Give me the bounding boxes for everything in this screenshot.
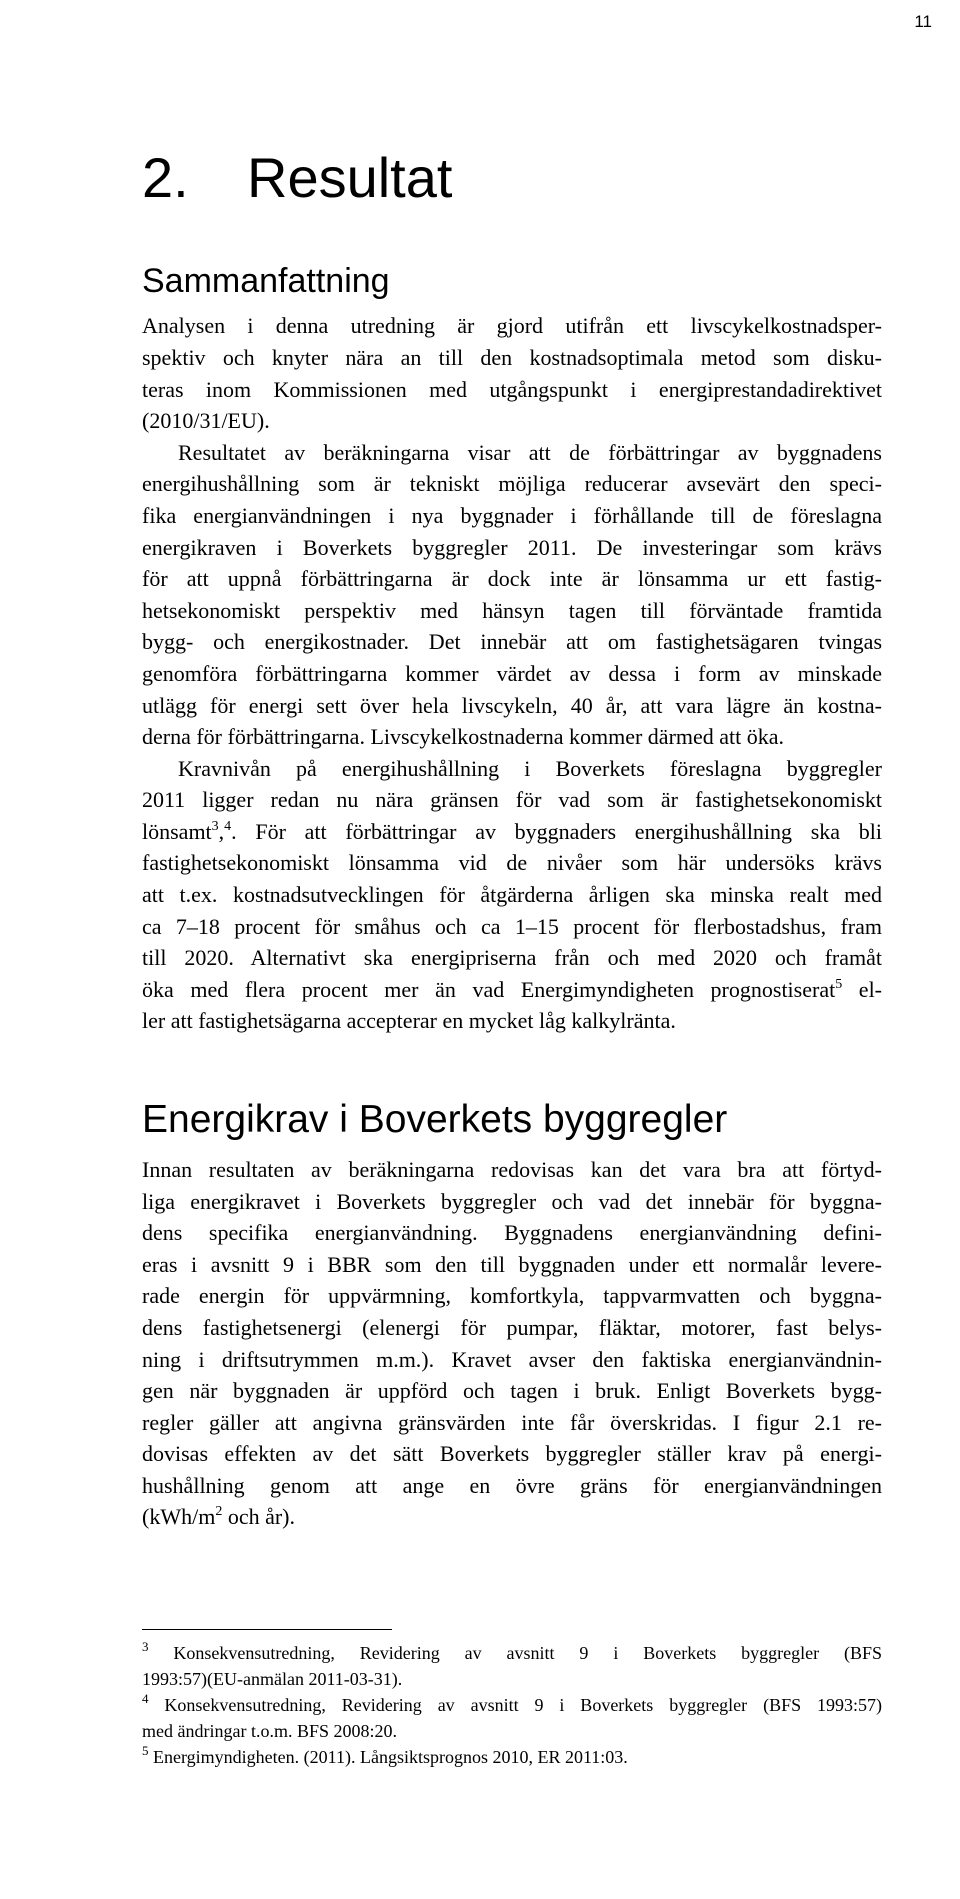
chapter-title-text: Resultat: [247, 146, 453, 209]
text-line: spektiv och knyter nära an till den kostnadsoptimala metod som disku-: [142, 344, 882, 370]
text-line: att t.ex. kostnadsutvecklingen för åtgärderna årligen ska minska realt med: [142, 882, 882, 908]
text-line: [142, 816, 882, 848]
text-line: liga energikravet i Boverkets byggregler och vad det innebär för byggna-: [142, 1188, 882, 1214]
text-line: eras i avsnitt 9 i BBR som den till byggnaden under ett normalår levere-: [142, 1251, 882, 1277]
paragraph-analysis: [142, 310, 882, 436]
footnote-number: 3: [142, 1639, 149, 1655]
text-line: Innan resultaten av beräkningarna redovisas kan det vara bra att förtyd-: [142, 1156, 882, 1182]
paragraph-energy-requirement: [142, 1154, 882, 1533]
footnote-line: [142, 1692, 882, 1718]
footnote-line: med ändringar t.o.m. BFS 2008:20.: [142, 1721, 397, 1742]
footnote-number: 4: [142, 1691, 149, 1707]
chapter-title: [142, 146, 882, 209]
footnote-4: [142, 1692, 882, 1744]
footnote-3: [142, 1640, 882, 1692]
text-line: rade energin för uppvärmning, komfortkyla, tappvarmvatten och byggna-: [142, 1283, 882, 1309]
text-line: till 2020. Alternativt ska energipriserna från och med 2020 och framåt: [142, 945, 882, 971]
footnote-text: Energimyndigheten. (2011). Långsiktsprognos 2010, ER 2011:03.: [153, 1747, 628, 1768]
text-line: dens specifika energianvändning. Byggnadens energianvändning defini-: [142, 1220, 882, 1246]
superscript: 2: [215, 1504, 223, 1520]
text-line: fika energianvändningen i nya byggnader i förhållande till de föreslagna: [142, 502, 882, 528]
text-line: hushållning genom att ange en övre gräns för energianvändningen: [142, 1472, 882, 1498]
paragraph-results: [142, 437, 882, 753]
text-line: (2010/31/EU).: [142, 408, 270, 434]
text-fragment: . För att förbättringar av byggnaders energihushållning ska bli: [231, 818, 882, 844]
section-title-sammanfattning: Sammanfattning: [142, 262, 390, 300]
text-line: Kravnivån på energihushållning i Boverkets föreslagna byggregler: [178, 755, 882, 781]
text-line: [142, 974, 882, 1006]
footnote-text: Konsekvensutredning, Revidering av avsnitt 9 i Boverkets byggregler (BFS 1993:57): [164, 1695, 883, 1716]
section-title-energikrav: Energikrav i Boverkets byggregler: [142, 1098, 728, 1142]
text-line: ca 7–18 procent för småhus och ca 1–15 procent för flerbostadshus, fram: [142, 913, 882, 939]
text-line: hetsekonomiskt perspektiv med hänsyn tagen till förväntade framtida: [142, 597, 882, 623]
footnote-line: 1993:57)(EU-anmälan 2011-03-31).: [142, 1669, 403, 1690]
text-line: regler gäller att angivna gränsvärden inte får överskridas. I figur 2.1 re-: [142, 1409, 882, 1435]
footnote-ref-3: 3: [211, 818, 219, 834]
page-number: 11: [914, 12, 932, 31]
text-line: gen när byggnaden är uppförd och tagen i bruk. Enligt Boverkets bygg-: [142, 1378, 882, 1404]
text-line: derna för förbättringarna. Livscykelkostnaderna kommer därmed att öka.: [142, 724, 785, 750]
text-fragment: och år).: [222, 1504, 296, 1530]
text-fragment: öka med flera procent mer än vad Energimyndigheten prognostiserat: [142, 976, 836, 1002]
text-line: teras inom Kommissionen med utgångspunkt i energiprestandadirektivet: [142, 376, 882, 402]
text-fragment: el-: [842, 976, 883, 1002]
text-line: dens fastighetsenergi (elenergi för pumpar, fläktar, motorer, fast belys-: [142, 1314, 882, 1340]
text-fragment: ,: [218, 818, 225, 844]
text-line: fastighetsekonomiskt lönsamma vid de nivåer som här undersöks krävs: [142, 850, 882, 876]
text-line: för att uppnå förbättringarna är dock inte är lönsamma ur ett fastig-: [142, 566, 882, 592]
footnote-line: [142, 1640, 882, 1666]
footnote-line: [142, 1744, 882, 1770]
text-fragment: lönsamt: [142, 818, 212, 844]
text-fragment: (kWh/m: [142, 1504, 216, 1530]
text-line: utlägg för energi sett över hela livscykeln, 40 år, att vara lägre än kostna-: [142, 692, 882, 718]
footnote-number: 5: [142, 1743, 149, 1759]
text-line: genomföra förbättringarna kommer värdet av dessa i form av minskade: [142, 660, 882, 686]
text-line: Analysen i denna utredning är gjord utifrån ett livscykelkostnadsper-: [142, 313, 882, 339]
text-line: 2011 ligger redan nu nära gränsen för vad som är fastighetsekonomiskt: [142, 787, 882, 813]
footnote-text: Konsekvensutredning, Revidering av avsnitt 9 i Boverkets byggregler (BFS: [173, 1643, 883, 1664]
text-line: Resultatet av beräkningarna visar att de förbättringar av byggnadens: [178, 439, 882, 465]
footnote-ref-4: 4: [224, 818, 232, 834]
paragraph-requirement-level: [142, 753, 882, 1037]
document-content: [142, 146, 883, 1770]
text-line: ning i driftsutrymmen m.m.). Kravet avser den faktiska energianvändnin-: [142, 1346, 882, 1372]
text-line: ler att fastighetsägarna accepterar en mycket låg kalkylränta.: [142, 1008, 676, 1034]
text-line: dovisas effekten av det sätt Boverkets byggregler ställer krav på energi-: [142, 1441, 882, 1467]
footnote-ref-5: 5: [835, 976, 843, 992]
footnote-5: [142, 1744, 882, 1770]
text-line: [142, 1501, 882, 1533]
text-line: bygg- och energikostnader. Det innebär att om fastighetsägaren tvingas: [142, 629, 882, 655]
text-line: energihushållning som är tekniskt möjliga reducerar avsevärt den speci-: [142, 471, 882, 497]
footnote-separator: [142, 1629, 392, 1630]
text-line: energikraven i Boverkets byggregler 2011. De investeringar som krävs: [142, 534, 882, 560]
chapter-number: 2.: [142, 146, 189, 209]
